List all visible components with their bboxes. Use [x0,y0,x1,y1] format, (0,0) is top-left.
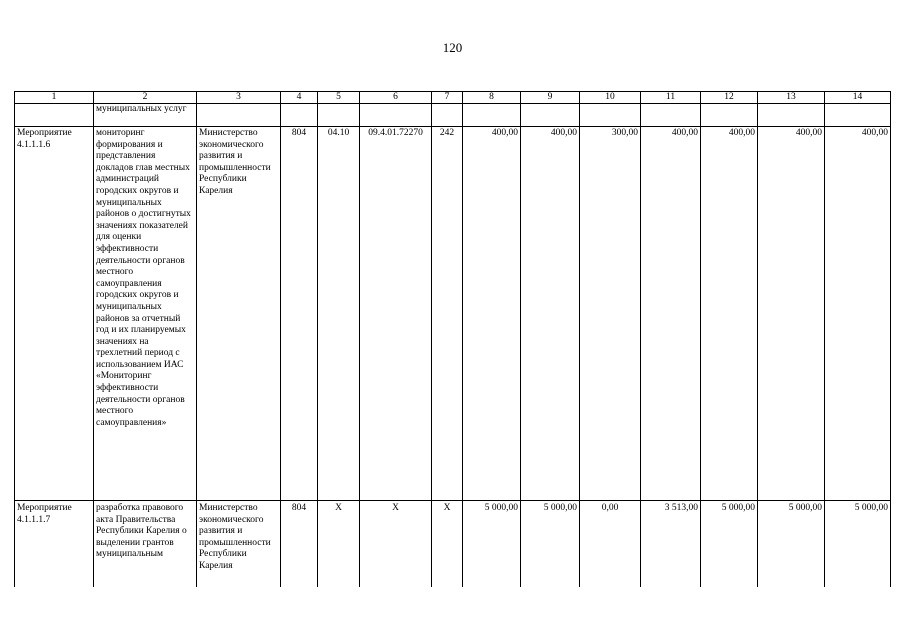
section-code-cell: 04.10 [318,127,360,501]
table-cell [15,104,94,127]
table-cell [432,104,463,127]
column-header: 8 [463,92,521,104]
page-number: 120 [442,40,463,55]
table-cell [281,104,318,127]
column-header: 13 [758,92,825,104]
amount-cell: 400,00 [825,127,891,501]
description-cell: разработка правового акта Правительства Республики Карелия о выделении грантов муниципальным [94,501,197,588]
amount-cell: 400,00 [701,127,758,501]
amount-cell: 300,00 [580,127,641,501]
table-cell [197,104,281,127]
table-cell [758,104,825,127]
description-cell: муниципальных услуг [94,104,197,127]
activity-code-cell: Мероприятие 4.1.1.1.7 [15,501,94,588]
description-cell: мониторинг формирования и представления докладов глав местных администраций городских округов и муниципальных районов о достигнутых значениях показателей для оценки эффективности деятельности органов местного самоуправления городских округов и муниципальных районов за отчетный год и их планируемых значениях на трехлетний период с использованием ИАС «Мониторинг эффективности деятельности органов местного самоуправления» [94,127,197,501]
target-article-cell: 09.4.01.72270 [360,127,432,501]
amount-cell: 0,00 [580,501,641,588]
continuation-row [15,104,891,127]
column-header: 3 [197,92,281,104]
activity-code-cell: Мероприятие 4.1.1.1.6 [15,127,94,501]
executor-cell: Министерство экономического развития и промышленности Республики Карелия [197,501,281,588]
column-number-row [15,92,891,104]
grbs-code-cell: 804 [281,501,318,588]
amount-cell: 5 000,00 [521,501,580,588]
column-header: 6 [360,92,432,104]
table-cell [463,104,521,127]
table-cell [701,104,758,127]
target-article-cell: Х [360,501,432,588]
column-header: 12 [701,92,758,104]
column-header: 10 [580,92,641,104]
table-cell [318,104,360,127]
budget-table [14,91,891,587]
amount-cell: 5 000,00 [825,501,891,588]
column-header: 2 [94,92,197,104]
table-cell [521,104,580,127]
executor-cell: Министерство экономического развития и промышленности Республики Карелия [197,127,281,501]
amount-cell: 400,00 [463,127,521,501]
table-cell [580,104,641,127]
column-header: 5 [318,92,360,104]
expense-type-cell: 242 [432,127,463,501]
amount-cell: 400,00 [521,127,580,501]
column-header: 9 [521,92,580,104]
table-cell [360,104,432,127]
column-header: 14 [825,92,891,104]
amount-cell: 5 000,00 [758,501,825,588]
column-header: 11 [641,92,701,104]
grbs-code-cell: 804 [281,127,318,501]
amount-cell: 400,00 [641,127,701,501]
expense-type-cell: Х [432,501,463,588]
amount-cell: 400,00 [758,127,825,501]
amount-cell: 5 000,00 [701,501,758,588]
column-header: 7 [432,92,463,104]
amount-cell: 3 513,00 [641,501,701,588]
table-row [15,501,891,588]
column-header: 4 [281,92,318,104]
section-code-cell: Х [318,501,360,588]
table-row [15,127,891,501]
column-header: 1 [15,92,94,104]
amount-cell: 5 000,00 [463,501,521,588]
table-cell [825,104,891,127]
table-cell [641,104,701,127]
